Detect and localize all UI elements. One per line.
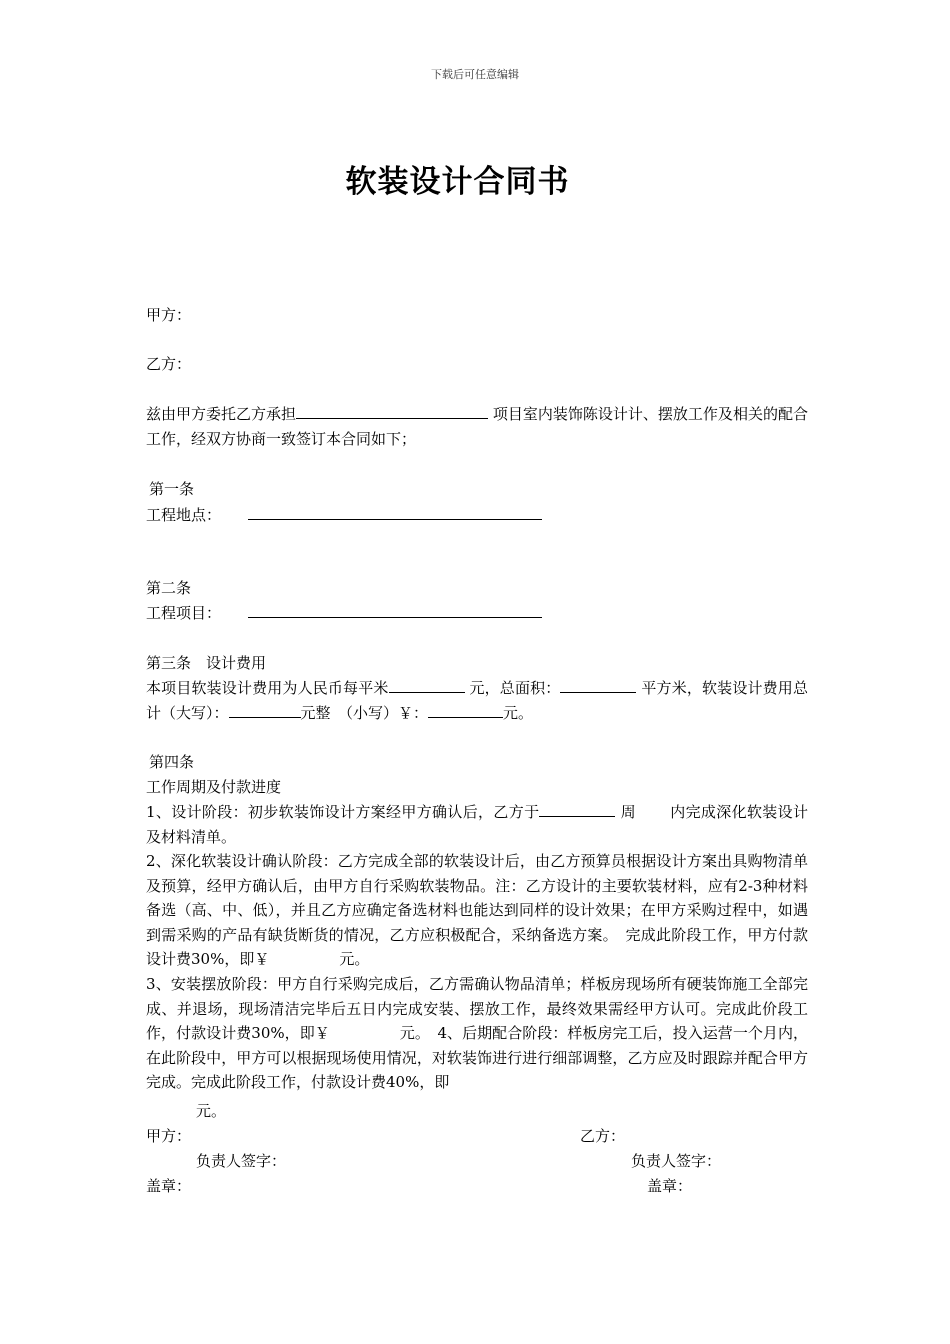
intro-text-1: 兹由甲方委托乙方承担 — [146, 405, 297, 423]
intro-text-2: 项目室内装饰陈设计计、摆放工作及相关的配合工作，经双方协商一致签订本合同如下； — [146, 405, 808, 448]
article-2-heading: 第二条 — [146, 579, 192, 597]
design-stage-text-2: 周 — [620, 803, 636, 821]
article-4-heading: 第四条 — [149, 753, 195, 771]
design-stage-text-1: 1、设计阶段：初步软装饰设计方案经甲方确认后，乙方于 — [146, 803, 540, 821]
signature-sign-b: 负责人签字： — [631, 1152, 722, 1170]
design-stage-text-3: 内完成深化软装设计及材料清单。 — [146, 803, 808, 846]
fee-text-1: 本项目软装设计费用为人民币每平米 — [146, 679, 389, 697]
deepening-stage-end: 元。 — [339, 950, 370, 969]
total-area-blank — [560, 677, 636, 693]
party-b-line: 乙方： — [146, 355, 192, 373]
signature-party-a: 甲方： — [146, 1127, 192, 1145]
project-item-blank — [248, 602, 542, 618]
header-note: 下载后可任意编辑 — [431, 68, 519, 81]
document-title: 软装设计合同书 — [345, 164, 570, 200]
site-location-label: 工程地点： — [146, 506, 222, 524]
article-4-item-1 — [146, 800, 808, 849]
signature-seal-b: 盖章： — [647, 1177, 693, 1195]
article-4-item-3 — [146, 972, 808, 1095]
project-name-blank — [296, 403, 488, 419]
intro-paragraph — [146, 402, 808, 451]
project-item-label: 工程项目： — [146, 604, 222, 622]
article-3-heading: 第三条 设计费用 — [146, 654, 267, 672]
signature-seal-a: 盖章： — [146, 1177, 192, 1195]
article-3-paragraph — [146, 676, 808, 725]
fee-text-4: 元整 （小写）￥： — [300, 703, 429, 722]
later-stage-text: 元。 4、后期配合阶段：样板房完工后，投入运营一个月内，在此阶段中，甲方可以根据现场使用情况，对软装饰进行进行细部调整，乙方应及时跟踪并配合甲方完成。完成此阶段工作，付款设计费40%，即 — [146, 1024, 808, 1092]
fee-text-2: 元，总面积： — [469, 679, 561, 697]
fee-text-5: 元。 — [503, 703, 534, 722]
unit-price-blank — [389, 677, 465, 693]
article-2-row — [146, 601, 542, 625]
article-4-item-2 — [146, 849, 808, 972]
installation-stage-text: 3、安装摆放阶段：甲方自行采购完成后，乙方需确认物品清单；样板房现场所有硬装饰施工全部完成、并退场，现场清洁完毕后五日内完成安装、摆放工作，最终效果需经甲方认可。完成此价段工作，付款设计费30%，即￥ — [146, 975, 808, 1043]
fee-text-3: 平方米，软装设计费用总计（大写）： — [146, 679, 808, 722]
signature-sign-a: 负责人签字： — [196, 1152, 287, 1170]
total-fee-uppercase-blank — [229, 702, 301, 718]
article-1-heading: 第一条 — [149, 480, 195, 498]
deepening-stage-text: 2、深化软装设计确认阶段：乙方完成全部的软装设计后，由乙方预算员根据设计方案出具购物清单及预算，经甲方确认后，由甲方自行采购软装物品。注：乙方设计的主要软装材料，应有2-3种材料备选（高、中、低），并且乙方应确定备选材料也能达到同样的设计效果；在甲方采购过程中，如遇到需采购的产品有缺货断货的情况，乙方应积极配合，采纳备选方案。 完成此阶段工作，甲方付款设计费30%，即￥ — [146, 852, 808, 969]
design-weeks-blank — [539, 801, 615, 817]
article-4-subheading: 工作周期及付款进度 — [146, 778, 282, 796]
party-a-line: 甲方： — [146, 306, 192, 324]
article-4-final-unit: 元。 — [196, 1102, 227, 1120]
site-location-blank — [248, 504, 542, 520]
article-1-row — [146, 503, 542, 527]
signature-party-b: 乙方： — [580, 1127, 626, 1145]
total-fee-number-blank — [428, 702, 503, 718]
